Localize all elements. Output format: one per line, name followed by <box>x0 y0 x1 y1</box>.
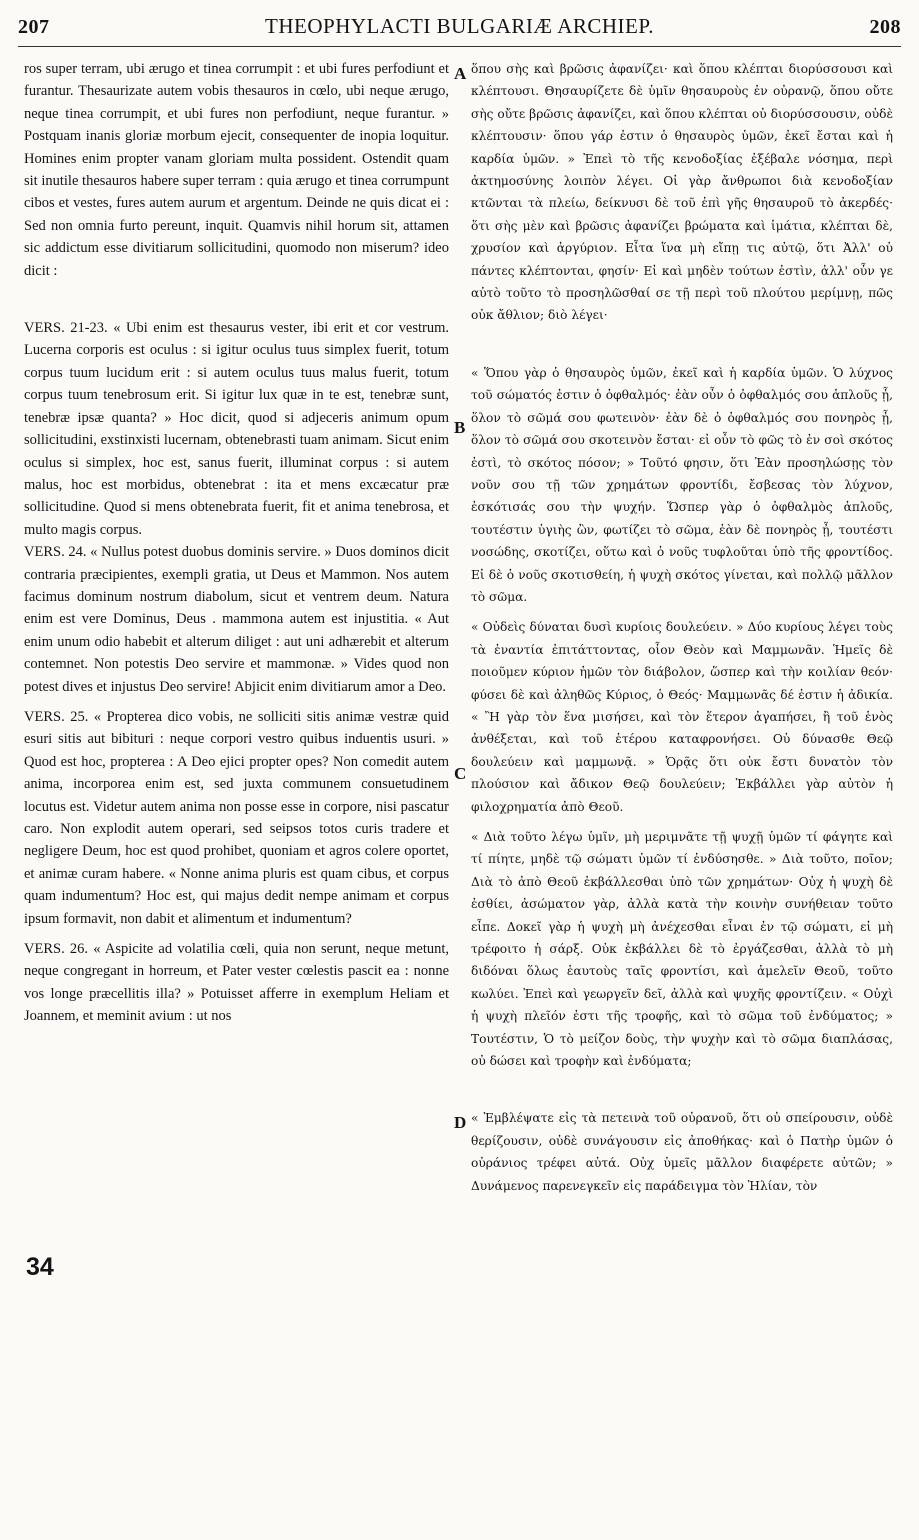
right-page-number: 208 <box>869 16 901 38</box>
greek-paragraph: « Ὅπου γὰρ ὁ θησαυρὸς ὑμῶν, ἐκεῖ καὶ ἡ καρδία ὑμῶν. Ὁ λύχνος τοῦ σώματός ἐστιν ὁ ὀφθαλμός· ἐὰν οὖν ὁ ὀφθαλμός σου ἁπλοῦς ᾖ, ὅλον τὸ σῶμά σου φωτεινὸν· ἐὰν δὲ ὁ ὀφθαλμός σου πονηρὸς ᾖ, ὅλον τὸ σῶμά σου σκοτεινὸν ἔσται· εἰ οὖν τὸ φῶς τὸ ἐν σοὶ σκότος ἐστὶ, τὸ σκότος πόσον; » Τοῦτό φησιν, ὅτι Ἐὰν προσηλώσῃς τὸν νοῦν σου τῇ τῶν χρημάτων φροντίδι, ἔσβεσας τὸν λύχνον, ἐσκότισάς σου τὴν ψυχήν. Ὥσπερ γὰρ ὁ ὀφθαλμὸς ἁπλοῦς, τουτέστιν ὑγιὴς ὢν, φωτίζει τὸ σῶμα, ἐὰν δὲ πονηρὸς ᾖ, τουτέστι νοσώδης, σκοτίζει, οὕτω καὶ ὁ νοῦς τυφλοῦται ὑπὸ τῆς φροντίδος. Εἰ δὲ ὁ νοῦς σκοτισθείη, ἡ ψυχὴ σκότος γίνεται, καὶ πολλῷ μᾶλλον τὸ σῶμα. <box>471 365 893 604</box>
greek-paragraph: « Διὰ τοῦτο λέγω ὑμῖν, μὴ μεριμνᾶτε τῇ ψυχῇ ὑμῶν τί φάγητε καὶ τί πίητε, μηδὲ τῷ σώματι ὑμῶν τί ἐνδύσησθε. » Διὰ τοῦτο, ποῖον; Διὰ τὸ ἀπὸ Θεοῦ ἐκβάλλεσθαι ὑπὸ τῶν χρημάτων· Οὐχ ἡ ψυχὴ δὲ ἐσθίει, ἀσώματον γὰρ, ἀλλὰ κατὰ τὴν κοινὴν συνήθειαν τοῦτο εἶπε. Δοκεῖ γὰρ ἡ ψυχὴ μὴ ἀνέχεσθαι εἶναι ἐν τῷ σώματι, εἰ μὴ τρέφοιτο ἡ σάρξ. Οὐκ ἐκβάλλει δὲ τὸ ἐργάζεσθαι, ἀλλὰ τὸ μὴ διδόναι ὅλως ἑαυτοὺς ταῖς φροντίσι, καὶ ἀμελεῖν Θεοῦ, τοῦτο κωλύει. Ἐπεὶ καὶ γεωργεῖν δεῖ, ἀλλὰ καὶ ψυχῆς φροντίζειν. « Οὐχὶ ἡ ψυχὴ πλεῖόν ἐστι τῆς τροφῆς, καὶ τὸ σῶμα τοῦ ἐνδύματος; » Τουτέστιν, Ὁ τὸ μείζον δοὺς, τὴν ψυχὴν καὶ τὸ σῶμα διαπλάσας, οὐ δώσει καὶ τροφὴν καὶ ἐνδύματα; <box>471 830 893 1069</box>
latin-column <box>24 58 449 1528</box>
left-page-number: 207 <box>18 16 50 38</box>
margin-letter-d: D <box>454 1113 467 1132</box>
latin-paragraph: VERS. 26. « Aspicite ad volatilia cœli, quia non serunt, neque metunt, neque congregant in horreum, et Pater vester cœlestis pascit ea : nonne vos longe præcellitis illa? » Potuisset afferre in exemplum Heliam et Joannem, et meminit avium : ut nos <box>24 941 449 1025</box>
latin-paragraph: ros super terram, ubi ærugo et tinea corrumpit : et ubi fures perfodiunt et furantur. Thesaurizate autem vobis thesauros in cœlo, ubi neque ærugo, neque tinea corrumpit, et ubi fures non perfodiunt, neque furantur. » Postquam inanis gloriæ morbum ejecit, consequenter de inopia loquitur. Homines enim propter vanam gloriam multa possident. Ostendit quam sit inutile thesauros habere super terram : quia ærugo et tinea corrumpunt cibos et vestes, fures autem aurum et argentum. Deinde ne quis dicat ei : Sed non omnia furto pereunt, inquit. Quamvis nihil horum sit, attamen sic addictum esse divitiarum sollicitudini, quomodo non miserum? ideo dicit : <box>24 61 449 279</box>
latin-paragraph: VERS. 25. « Propterea dico vobis, ne solliciti sitis animæ vestræ quid esuri sitis aut bibituri : neque corpori vestro quibus induentis usuri. » Quod est hoc, propterea : A Deo ejici propter opes? Non comedit autem anima, incorporea enim est, sed juxta communem consuetudinem locutus est. Videtur autem anima non posse esse in corpore, nisi pascatur caro. Non explodit autem operari, sed seipsos totos curis tradere et negligere Deum, hoc est quod prohibet, quoniam et agros colere oportet, et animæ curam habere. « Nonne anima pluris est quam cibus, et corpus quam indumentum? Hoc est, qui majus dedit nempe animam et corpus ipsum formavit, non dabit et alimentum et indumentum? <box>24 708 449 927</box>
margin-letter-b: B <box>454 418 466 437</box>
latin-paragraph: VERS. 24. « Nullus potest duobus dominis servire. » Duos dominos dicit contraria præcipientes, exempli gratia, ut Deus et Mammon. Nos autem facimus dominum nostrum diabolum, sicut et ventrem deum. Natura enim est vere Dominus, Deus . mammona autem est injustitia. « Aut enim unum odio habebit et alterum diliget : aut uni adhærebit et alterum contemnet. Non potestis Deo servire et mammonæ. » Vides quod non potest dives et injustus Deo servire! Abjicit enim divitiarum amor a Deo. <box>24 544 449 695</box>
margin-letter-a: A <box>454 64 467 83</box>
greek-paragraph: « Ἐμβλέψατε εἰς τὰ πετεινὰ τοῦ οὐρανοῦ, ὅτι οὐ σπείρουσιν, οὐδὲ θερίζουσιν, οὐδὲ συνάγουσιν εἰς ἀποθήκας· καὶ ὁ Πατὴρ ὑμῶν ὁ οὐράνιος τρέφει αὐτά. Οὐχ ὑμεῖς μᾶλλον διαφέρετε αὐτῶν; » Δυνάμενος παρενεγκεῖν εἰς παράδειγμα τὸν Ἠλίαν, τὸν <box>471 1111 893 1193</box>
margin-letter-c: C <box>454 764 467 783</box>
greek-column <box>471 58 893 1528</box>
latin-paragraph: VERS. 21-23. « Ubi enim est thesaurus vester, ibi erit et cor vestrum. Lucerna corporis est oculus : si igitur oculus tuus simplex fuerit, totum corpus tuum lucidum erit : si autem oculus tuus malus fuerit, totum corpus tuum tenebrosum erit. Si igitur lux quæ in te est, tenebræ sunt, tenebræ ipsæ quanta? » Hoc dicit, quod si adjeceris animum opum sollicitudini, exstinxisti lucernam, obtenebrasti tuam animam. Sicut enim oculus si simplex, hoc est, sanus fuerit, illuminat corpus : si autem malus, hoc est morbidus, obtenebrat : ita et mens excæcatur præ sollicitudine. Quod si mens obtenebrata fuerit, fit et anima tenebrosa, et multo magis corpus. <box>24 320 449 538</box>
greek-paragraph: ὅπου σὴς καὶ βρῶσις ἀφανίζει· καὶ ὅπου κλέπται διορύσσουσι καὶ κλέπτουσι. Θησαυρίζετε δὲ ὑμῖν θησαυροὺς ἐν οὐρανῷ, ὅπου οὔτε σὴς οὔτε βρῶσις ἀφανίζει, καὶ ὅπου κλέπται οὐ διορύσσουσιν, οὐδὲ κλέπτουσιν· ὅπου γάρ ἐστιν ὁ θησαυρὸς ὑμῶν, ἐκεῖ ἔσται καὶ ἡ καρδία ὑμῶν. » Ἐπεὶ τὸ τῆς κενοδοξίας ἐξέβαλε νόσημα, περὶ ἀκτημοσύνης λοιπὸν λέγει. Οἱ γὰρ ἄνθρωποι διὰ κενοδοξίαν κτῶνται τὰ πλείω, δείκνυσι δὲ τοῦ ἐπὶ γῆς θησαυροῦ τὸ ἀκερδές· ὅτι σὴς μὲν καὶ βρῶσις ἀφανίζει βρώματα καὶ ἱμάτια, κλέπται δὲ, χρυσίον καὶ ἀργύριον. Εἶτα ἵνα μὴ εἴπῃ τις αὐτῷ, ὅτι Ἀλλ' οὐ πάντες κλέπτονται, φησίν· Εἰ καὶ μηδὲν τούτων ἐστὶν, ἀλλ' οὖν γε αὐτὸ τοῦτο τὸ προσηλῶσθαί σε τῇ περὶ τοῦ πλούτου μερίμνῃ, πῶς οὐκ ἄθλιον; διὸ λέγει· <box>471 62 893 323</box>
running-title: THEOPHYLACTI BULGARIÆ ARCHIEP. <box>265 14 654 38</box>
running-header <box>18 14 901 47</box>
column-number: 34 <box>26 1253 54 1281</box>
greek-paragraph: « Οὐδεὶς δύναται δυσὶ κυρίοις δουλεύειν. » Δύο κυρίους λέγει τοὺς τὰ ἐναντία ἐπιτάττοντας, οἷον Θεὸν καὶ Μαμμωνᾶν. Ἡμεῖς δὲ ποιοῦμεν κύριον ἡμῶν τὸν διάβολον, ὥσπερ καὶ τὴν κοιλίαν θεόν· φύσει δὲ καὶ ἀληθῶς Κύριος, ὁ Θεός· Μαμμωνᾶς δέ ἐστιν ἡ ἀδικία. « Ἢ γὰρ τὸν ἕνα μισήσει, καὶ τὸν ἕτερον ἀγαπήσει, ἢ τοῦ ἑνὸς ἀνθέξεται, καὶ τοῦ ἑτέρου καταφρονήσει. Οὐ δύνασθε Θεῷ δουλεύειν καὶ μαμμωνᾷ. » Ὁρᾷς ὅτι οὐκ ἔστι δυνατὸν τὸν πλούσιον καὶ ἄδικον Θεῷ δουλεύειν; Ἐκβάλλει γὰρ αὐτὸν ἡ φιλοχρηματία ἀπὸ Θεοῦ. <box>471 620 893 814</box>
